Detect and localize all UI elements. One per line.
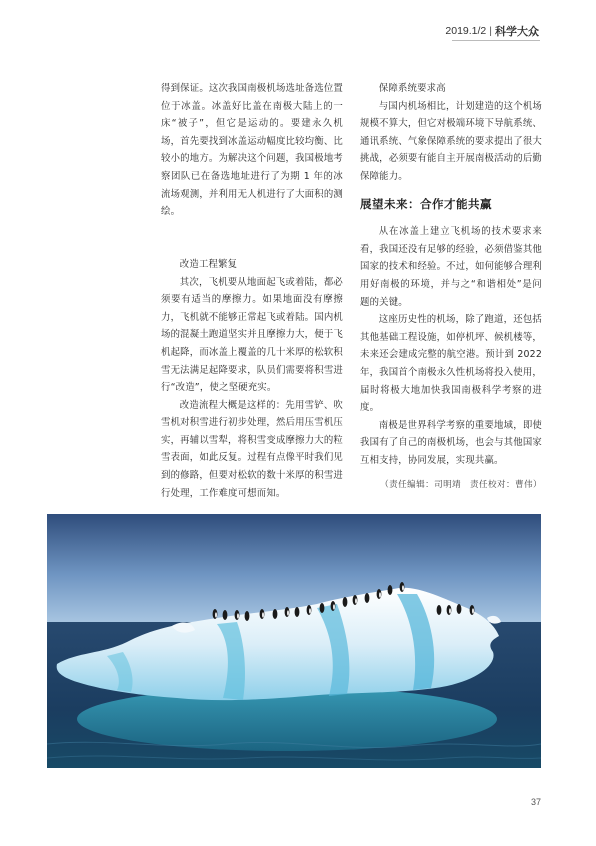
iceberg-penguins-photo [47, 514, 541, 768]
issue-number: 2019.1/2 [445, 25, 487, 37]
intro-paragraph: 得到保证。这次我国南极机场选址备选位置位于冰盖。冰盖好比盖在南极大陆上的一床“被子”，但它是运动的。要建永久机场，首先要找到冰盖运动幅度比较均衡、比较小的地方。为解决这个问题，我国极地考察团队已在备选地址进行了为期 1 年的冰流场观测，并利用无人机进行了大面积的测绘。 [161, 83, 343, 218]
iceberg-illustration [47, 514, 541, 768]
page-header [445, 23, 539, 39]
paragraph-support: 与国内机场相比，计划建造的这个机场规模不算大，但它对极端环境下导航系统、通讯系统、气象保障系统的要求提出了很大挑战，必须要有能自主开展南极活动的后勤保障能力。 [360, 100, 542, 182]
magazine-name: 科学大众 [495, 25, 539, 38]
header-separator: | [489, 25, 492, 37]
paragraph-airport-2022: 这座历史性的机场，除了跑道，还包括其他基础工程设施，如停机坪、候机楼等，未来还会建成完整的航空港。预计到 2022 年，我国首个南极永久性机场将投入使用，届时将极大地加快我国南极科学考察的进度。 [360, 314, 542, 414]
subhead-support-system: 保障系统要求高 [378, 83, 446, 94]
paragraph-friction: 其次，飞机要从地面起飞或着陆，都必须要有适当的摩擦力。如果地面没有摩擦力，飞机就不能够正常起飞或着陆。国内机场的混凝土跑道坚实并且摩擦力大，便于飞机起降，而冰盖上覆盖的几十米厚的松软积雪无法满足起降要求，队员们需要将积雪进行“改造”，使之坚硬充实。 [161, 276, 343, 394]
header-rule [452, 40, 540, 41]
paragraph-process: 改造流程大概是这样的：先用雪铲、吹雪机对积雪进行初步处理，然后用压雪机压实，再辅以雪犁，将积雪变成摩擦力大的粒雪表面，如此反复。过程有点像平时我们见到的修路，但要对松软的数十米厚的积雪进行处理，工作难度可想而知。 [161, 399, 343, 499]
editor-credits: （责任编辑：司明靖 责任校对：曹伟） [380, 480, 542, 491]
left-column [161, 80, 343, 502]
section-title-future: 展望未来：合作才能共赢 [360, 196, 492, 211]
paragraph-cooperation: 从在冰盖上建立飞机场的技术要求来看，我国还没有足够的经验，必须借鉴其他国家的技术和经验。不过，如何能够合理利用好南极的环境，并与之“和谐相处”是问题的关键。 [360, 226, 542, 308]
paragraph-win-win: 南极是世界科学考察的重要地域，即使我国有了自己的南极机场，也会与其他国家互相支持，协同发展，实现共赢。 [360, 419, 542, 466]
right-column [360, 80, 542, 495]
page-number: 37 [530, 797, 541, 807]
subhead-renovation: 改造工程繁复 [179, 258, 238, 270]
